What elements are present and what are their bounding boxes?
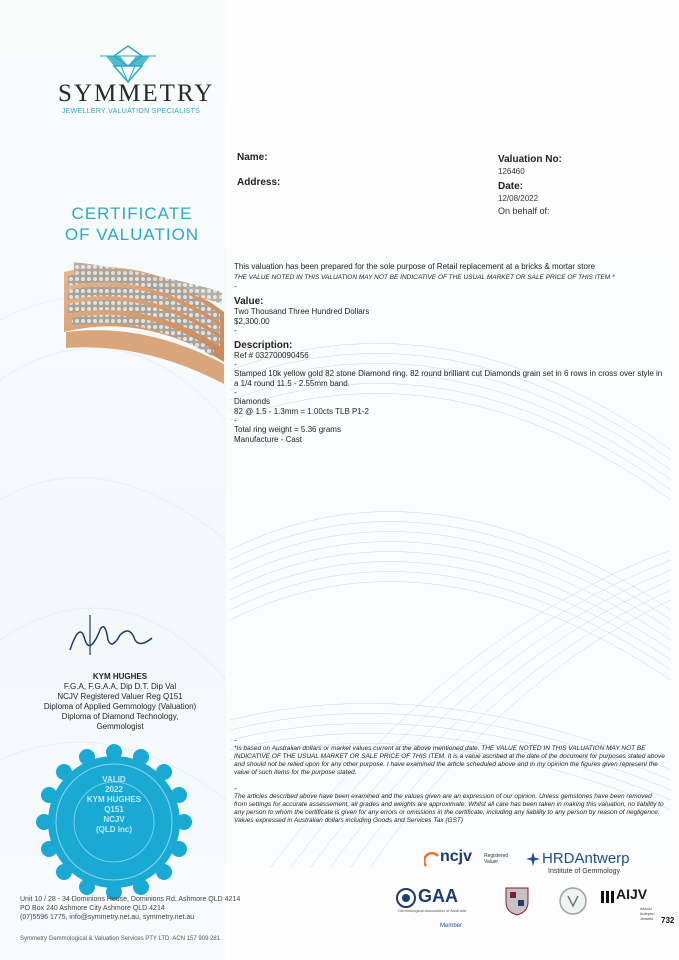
seal-line: 2022 (105, 785, 123, 794)
total-weight: Total ring weight = 5.36 grams (234, 425, 341, 434)
valuer-details (30, 672, 210, 732)
certificate-title-line2: OF VALUATION (64, 225, 200, 244)
address-line: (07)5596 1775, info@symmetry.net.au, symmetry.net.au (20, 914, 195, 921)
date-label: Date: (498, 181, 524, 192)
aijv-subtitle (640, 906, 654, 921)
value-heading: Value: (234, 296, 264, 307)
gaa-icon (396, 888, 416, 908)
name-label: Name: (237, 152, 268, 163)
seal-line: VALID (102, 775, 126, 784)
address-line: PO Box 240 Ashmore City Ashmore QLD 4214 (20, 905, 165, 912)
ncjv-icon (424, 852, 440, 868)
ring-photo (44, 252, 230, 402)
value-amount: $2,300.00 (234, 317, 270, 326)
valuer-line: F.G.A, F.G.A.A, Dip D.T. Dip Val (63, 682, 177, 691)
certificate-title-line1: CERTIFICATE (71, 204, 193, 223)
address-label: Address: (237, 177, 281, 188)
purpose-text: This valuation has been prepared for the sole purpose of Retail replacement at a bricks & mortar store (234, 262, 596, 271)
seal-text (34, 775, 194, 835)
aijv-icon (600, 890, 616, 904)
tag-number: 732 (661, 916, 675, 925)
description-heading: Description: (234, 340, 293, 351)
hrd-star-icon (526, 852, 540, 866)
contact-address (20, 895, 250, 922)
valuation-panel (230, 250, 671, 868)
on-behalf-label: On behalf of: (498, 206, 550, 216)
aijv-sub-line: Associ (640, 906, 652, 911)
diamonds-label: Diamonds (234, 397, 271, 406)
hrd-logo: HRDAntwerp (542, 850, 630, 867)
crest-icon (504, 886, 530, 916)
seal-line: Q151 (104, 805, 124, 814)
valuer-signature (60, 610, 160, 660)
ncjv-sub-line: Registered (484, 853, 509, 859)
separator-dash: - (234, 736, 237, 745)
member-label: Member (440, 923, 463, 929)
certificate-title (48, 203, 216, 245)
valuer-line: Diploma of Diamond Technology, (61, 712, 179, 721)
diamonds-detail: 82 @ 1.5 - 1.3mm = 1.00cts TLB P1-2 (234, 407, 369, 416)
valuer-line: Diploma of Applied Gemmology (Valuation) (43, 702, 197, 711)
separator-dash: - (234, 388, 237, 397)
brand-name: SYMMETRY (58, 80, 215, 107)
gaa-subtitle: Gemmological Association of Australia (398, 908, 466, 913)
symmetry-logo-icon (96, 44, 160, 84)
aijv-sub-line: Jewelle (640, 916, 654, 921)
left-column (0, 0, 241, 960)
description-text: Stamped 10k yellow gold 82 stone Diamond ring. 82 round brilliant cut Diamonds grain set in 6 rows in cross over style in a 1/4 round 11.5 - 2.55mm band. (234, 369, 663, 388)
aijv-sub-line: Indepen (640, 911, 655, 916)
hrd-subtitle: Institute of Gemmology (548, 868, 620, 875)
footer-company: Symmetry Gemmological & Valuation Services PTY LTD. ACN 157 909 281 (20, 936, 221, 942)
reference-number: Ref # 032700090456 (234, 351, 309, 360)
header-fields (237, 150, 657, 220)
gaa-logo: GAA (418, 886, 458, 906)
date-value: 12/08/2022 (498, 194, 539, 203)
aijv-logo: AIJV (616, 886, 648, 902)
valuer-badge-icon (558, 886, 588, 916)
manufacture: Manufacture - Cast (234, 435, 303, 444)
seal-line: NCJV (103, 815, 125, 824)
valuer-line: NCJV Registered Valuer Reg Q151 (57, 692, 183, 701)
note-2: The articles described above have been examined and the values given are an expression of our opinion. Unless gemstones have been removed from settings for accurate assessement, all grades and weights are approximate. Whilst all care has been taken in making this valuation, no liability to any person to whom the certificate is given for any errors or omissions in the certificate, including any liability to any person by reason of negligence. Values expressed in Australian dollars including Goods and Services Tax (GST) (234, 793, 664, 824)
ncjv-sub-line: Valuer (484, 859, 499, 865)
seal-line: KYM HUGHES (86, 795, 142, 804)
address-line: Unit 10 / 28 - 34 Dominions House, Dominions Rd, Ashmore QLD 4214 (20, 896, 241, 903)
ncjv-subtitle (484, 853, 508, 865)
ncjv-logo: ncjv (440, 848, 473, 865)
value-notice: THE VALUE NOTED IN THIS VALUATION MAY NOT BE INDICATIVE OF THE USUAL MARKET OR SALE PRICE OF THIS ITEM * (234, 274, 615, 281)
valuer-name: KYM HUGHES (92, 672, 148, 681)
brand-tagline: JEWELLERY VALUATION SPECIALISTS (61, 108, 201, 115)
valuation-notes (234, 737, 666, 833)
separator-dash: - (234, 326, 237, 335)
separator-dash: - (234, 282, 237, 291)
affiliation-logos (380, 840, 679, 950)
valuer-line: Gemmologist (96, 722, 144, 731)
separator-dash: - (234, 360, 237, 369)
seal-line: (QLD Inc) (96, 825, 132, 834)
separator-dash: - (234, 416, 237, 425)
valuation-no-label: Valuation No: (498, 154, 562, 165)
note-1: *Is based on Australian dollars or market values current at the above mentioned date. THE VALUE NOTED IN THIS VALUATION MAY NOT BE INDICATIVE OF THE USUAL MARKET OR SALE PRICE OF THIS ITEM. It is a value ascribed at the date of the document for purposes stated above and should not be relied upon for any other purpose. I have examined the article scheduled above and in my opinion the figures given represent the value of such items for the purpose stated. (234, 745, 665, 776)
valuation-no-value: 126460 (498, 167, 525, 176)
separator-dash: - (234, 784, 237, 793)
value-words: Two Thousand Three Hundred Dollars (234, 307, 370, 316)
valuation-content (234, 262, 666, 824)
